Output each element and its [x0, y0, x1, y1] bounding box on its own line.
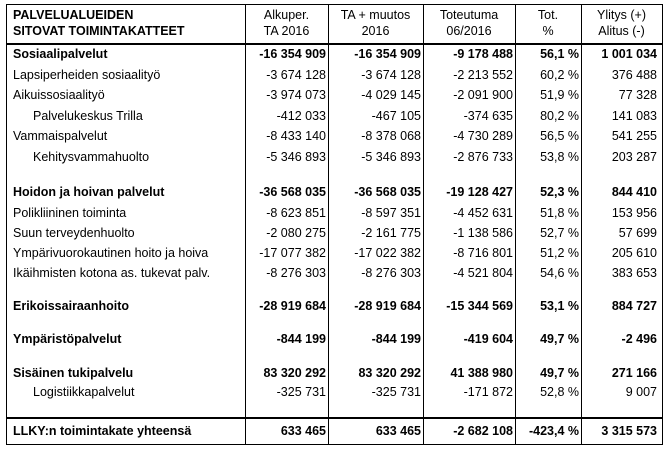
cell-original-budget: -16 354 909: [259, 47, 326, 61]
row-label: Polikliininen toiminta: [13, 206, 127, 220]
row-label: Ympärivuorokautinen hoito ja hoiva: [13, 246, 209, 260]
row-label: Aikuissosiaalityö: [13, 88, 105, 102]
cell-over-under: 376 488: [611, 68, 657, 82]
cell-budget-with-changes: -467 105: [371, 109, 421, 123]
table-row: [7, 297, 662, 315]
row-label: Hoidon ja hoivan palvelut: [13, 185, 165, 199]
cell-over-under: 3 315 573: [601, 424, 657, 438]
table-row: [7, 86, 662, 104]
table-row: [7, 127, 662, 145]
cell-over-under: 884 727: [611, 299, 657, 313]
cell-original-budget: -3 974 073: [266, 88, 326, 102]
cell-original-budget: -3 674 128: [266, 68, 326, 82]
cell-percent: 60,2 %: [540, 68, 579, 82]
cell-over-under: 203 287: [611, 150, 657, 164]
cell-original-budget: -412 033: [276, 109, 326, 123]
row-label: Erikoissairaanhoito: [13, 299, 130, 313]
cell-actual: -171 872: [463, 385, 513, 399]
row-label: LLKY:n toimintakate yhteensä: [13, 424, 192, 438]
cell-budget-with-changes: 83 320 292: [358, 366, 421, 380]
cell-original-budget: -28 919 684: [259, 299, 326, 313]
cell-over-under: 141 083: [611, 109, 657, 123]
cell-original-budget: -844 199: [276, 332, 326, 346]
cell-percent: 52,8 %: [540, 385, 579, 399]
cell-budget-with-changes: -8 378 068: [361, 129, 421, 143]
cell-actual: -2 876 733: [453, 150, 513, 164]
row-label: Suun terveydenhuolto: [13, 226, 135, 240]
cell-original-budget: -8 433 140: [266, 129, 326, 143]
cell-budget-with-changes: -8 597 351: [361, 206, 421, 220]
cell-budget-with-changes: -28 919 684: [354, 299, 421, 313]
cell-percent: 52,3 %: [540, 185, 579, 199]
cell-budget-with-changes: -325 731: [371, 385, 421, 399]
cell-percent: 52,7 %: [540, 226, 579, 240]
total-divider: [7, 417, 662, 419]
cell-percent: 56,5 %: [540, 129, 579, 143]
cell-actual: -4 452 631: [453, 206, 513, 220]
header-original-budget: Alkuper. TA 2016: [263, 8, 310, 38]
cell-original-budget: 83 320 292: [263, 366, 326, 380]
header-budget-with-changes: TA + muutos 2016: [340, 8, 411, 38]
cell-original-budget: -5 346 893: [266, 150, 326, 164]
table-row: [7, 224, 662, 242]
table-row-total: [7, 422, 662, 440]
cell-actual: -8 716 801: [453, 246, 513, 260]
row-label: Sisäinen tukipalvelu: [13, 366, 134, 380]
table-row: [7, 364, 662, 382]
cell-over-under: 383 653: [611, 266, 657, 280]
cell-actual: -374 635: [463, 109, 513, 123]
cell-actual: -419 604: [463, 332, 513, 346]
row-label: Lapsiperheiden sosiaalityö: [13, 68, 161, 82]
cell-actual: -9 178 488: [453, 47, 513, 61]
row-label: Palvelukeskus Trilla: [33, 109, 143, 123]
table-row: [7, 66, 662, 84]
cell-actual: -19 128 427: [446, 185, 513, 199]
cell-over-under: 271 166: [611, 366, 657, 380]
cell-budget-with-changes: -16 354 909: [354, 47, 421, 61]
cell-original-budget: 633 465: [280, 424, 326, 438]
row-label: Vammaispalvelut: [13, 129, 108, 143]
cell-original-budget: -2 080 275: [266, 226, 326, 240]
cell-over-under: 844 410: [611, 185, 657, 199]
cell-actual: -2 213 552: [453, 68, 513, 82]
cell-percent: 53,8 %: [540, 150, 579, 164]
cell-actual: -15 344 569: [446, 299, 513, 313]
table-row: [7, 244, 662, 262]
row-label: Logistiikkapalvelut: [33, 385, 135, 399]
cell-percent: 53,1 %: [540, 299, 579, 313]
cell-over-under: 153 956: [611, 206, 657, 220]
table-row: [7, 330, 662, 348]
cell-percent: 49,7 %: [540, 366, 579, 380]
cell-percent: 54,6 %: [540, 266, 579, 280]
cell-original-budget: -36 568 035: [259, 185, 326, 199]
cell-percent: 51,8 %: [540, 206, 579, 220]
cell-original-budget: -8 276 303: [266, 266, 326, 280]
row-label: Ikäihmisten kotona as. tukevat palv.: [13, 266, 211, 280]
cell-original-budget: -17 077 382: [259, 246, 326, 260]
cell-percent: 80,2 %: [540, 109, 579, 123]
table-row: [7, 204, 662, 222]
cell-actual: -1 138 586: [453, 226, 513, 240]
cell-over-under: 9 007: [625, 385, 657, 399]
cell-over-under: 57 699: [618, 226, 657, 240]
cell-over-under: 205 610: [611, 246, 657, 260]
cell-budget-with-changes: -2 161 775: [361, 226, 421, 240]
header-actual-percent: Tot. %: [537, 8, 559, 38]
table-row: [7, 264, 662, 282]
cell-percent: 56,1 %: [540, 47, 579, 61]
cell-original-budget: -325 731: [276, 385, 326, 399]
budget-table: [6, 4, 663, 445]
cell-budget-with-changes: -844 199: [371, 332, 421, 346]
table-title: PALVELUALUEIDEN SITOVAT TOIMINTAKATTEET: [13, 8, 185, 38]
row-label: Ympäristöpalvelut: [13, 332, 122, 346]
cell-over-under: 77 328: [618, 88, 657, 102]
cell-budget-with-changes: 633 465: [375, 424, 421, 438]
cell-actual: -4 521 804: [453, 266, 513, 280]
cell-actual: -2 091 900: [453, 88, 513, 102]
cell-original-budget: -8 623 851: [266, 206, 326, 220]
cell-budget-with-changes: -17 022 382: [354, 246, 421, 260]
cell-actual: -4 730 289: [453, 129, 513, 143]
table-row: [7, 383, 662, 401]
cell-budget-with-changes: -8 276 303: [361, 266, 421, 280]
cell-budget-with-changes: -3 674 128: [361, 68, 421, 82]
cell-percent: 51,9 %: [540, 88, 579, 102]
table-row: [7, 107, 662, 125]
header-over-under: Ylitys (+) Alitus (-): [597, 8, 646, 38]
cell-percent: 49,7 %: [540, 332, 579, 346]
header-actual: Toteutuma 06/2016: [439, 8, 499, 38]
cell-budget-with-changes: -5 346 893: [361, 150, 421, 164]
cell-over-under: 1 001 034: [601, 47, 657, 61]
cell-percent: 51,2 %: [540, 246, 579, 260]
row-label: Kehitysvammahuolto: [33, 150, 150, 164]
cell-over-under: -2 496: [621, 332, 657, 346]
table-row: [7, 148, 662, 166]
cell-actual: -2 682 108: [453, 424, 513, 438]
cell-actual: 41 388 980: [450, 366, 513, 380]
row-label: Sosiaalipalvelut: [13, 47, 108, 61]
cell-percent: -423,4 %: [528, 424, 579, 438]
table-row: [7, 183, 662, 201]
cell-over-under: 541 255: [611, 129, 657, 143]
cell-budget-with-changes: -4 029 145: [361, 88, 421, 102]
cell-budget-with-changes: -36 568 035: [354, 185, 421, 199]
table-row: [7, 45, 662, 63]
